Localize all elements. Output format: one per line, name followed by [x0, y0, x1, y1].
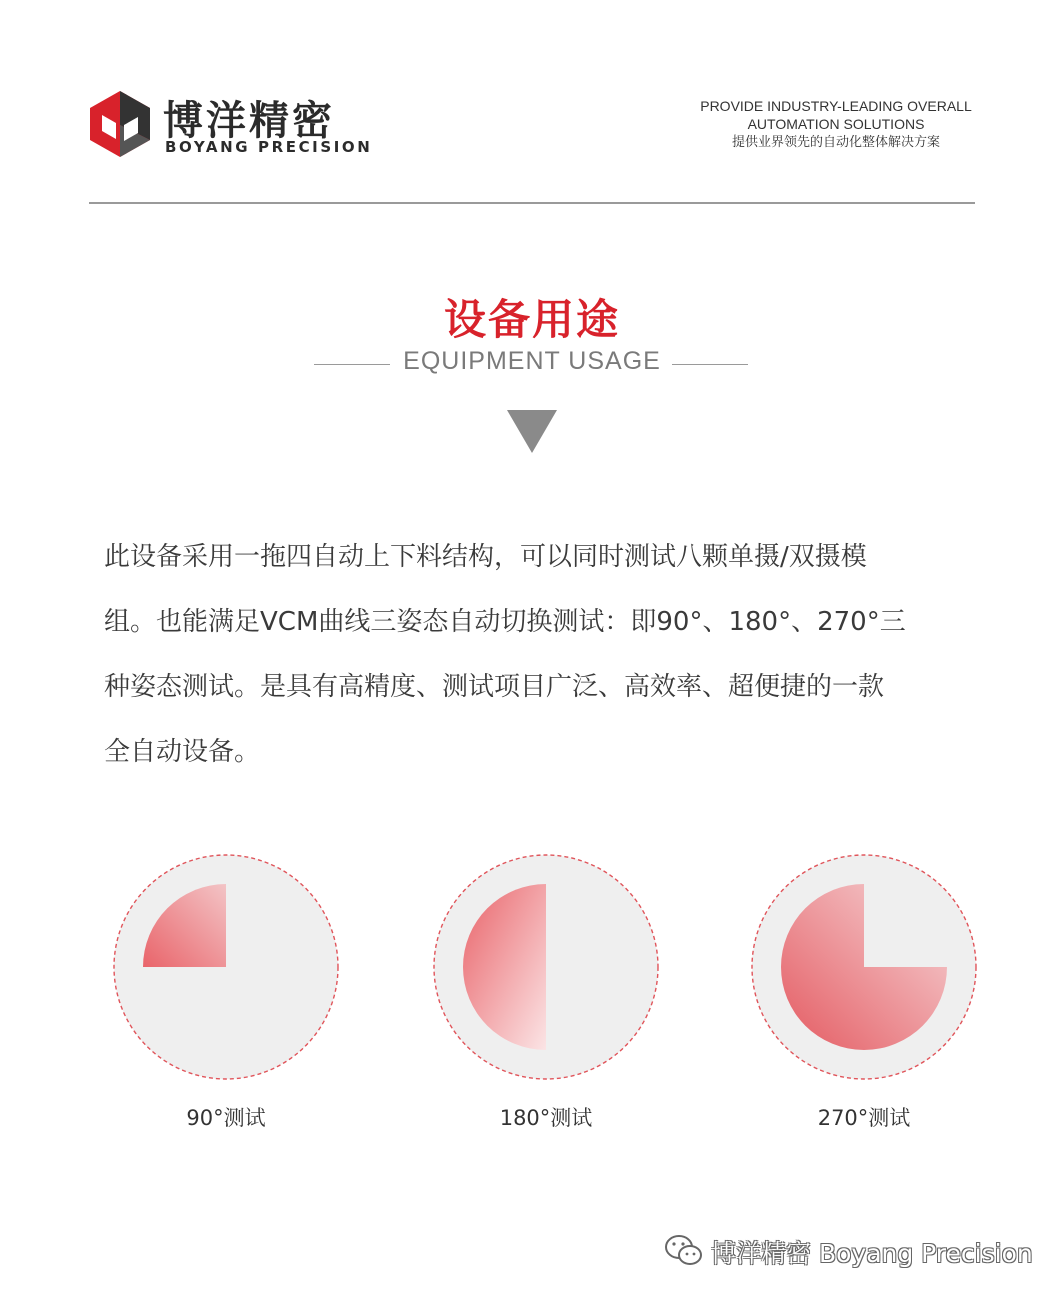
- description-line: 组。也能满足VCM曲线三姿态自动切换测试：即90°、180°、270°三: [104, 607, 906, 637]
- logo-mark: [88, 89, 152, 159]
- orientation-180-icon: [432, 853, 660, 1081]
- section-title: 设备用途: [443, 295, 620, 344]
- orientation-270-icon: [750, 853, 978, 1081]
- header-divider: [89, 202, 975, 204]
- orientation-90-label: 90°测试: [186, 1106, 266, 1130]
- brand-name-cn: 博洋精密: [163, 98, 335, 144]
- watermark-text: 博洋精密 Boyang Precision: [711, 1239, 1033, 1268]
- description-line: 全自动设备。: [104, 737, 261, 767]
- subtitle-rule-right: [672, 364, 748, 365]
- description-line: 此设备采用一拖四自动上下料结构，可以同时测试八颗单摄/双摄模: [104, 542, 867, 572]
- slogan-en-line1: PROVIDE INDUSTRY-LEADING OVERALL: [700, 98, 972, 114]
- orientation-270-label: 270°测试: [817, 1106, 911, 1130]
- orientation-180-label: 180°测试: [499, 1106, 593, 1130]
- down-triangle-icon: [507, 410, 557, 453]
- wechat-icon: [664, 1233, 704, 1269]
- slogan-cn: 提供业界领先的自动化整体解决方案: [731, 134, 940, 149]
- description-line: 种姿态测试。是具有高精度、测试项目广泛、高效率、超便捷的一款: [104, 672, 885, 702]
- orientation-90-icon: [112, 853, 340, 1081]
- slogan-en-line2: AUTOMATION SOLUTIONS: [747, 116, 925, 132]
- slogan: [684, 97, 988, 151]
- section-subtitle: EQUIPMENT USAGE: [403, 347, 661, 375]
- description: [104, 525, 994, 785]
- brand-name-en: BOYANG PRECISION: [165, 138, 373, 156]
